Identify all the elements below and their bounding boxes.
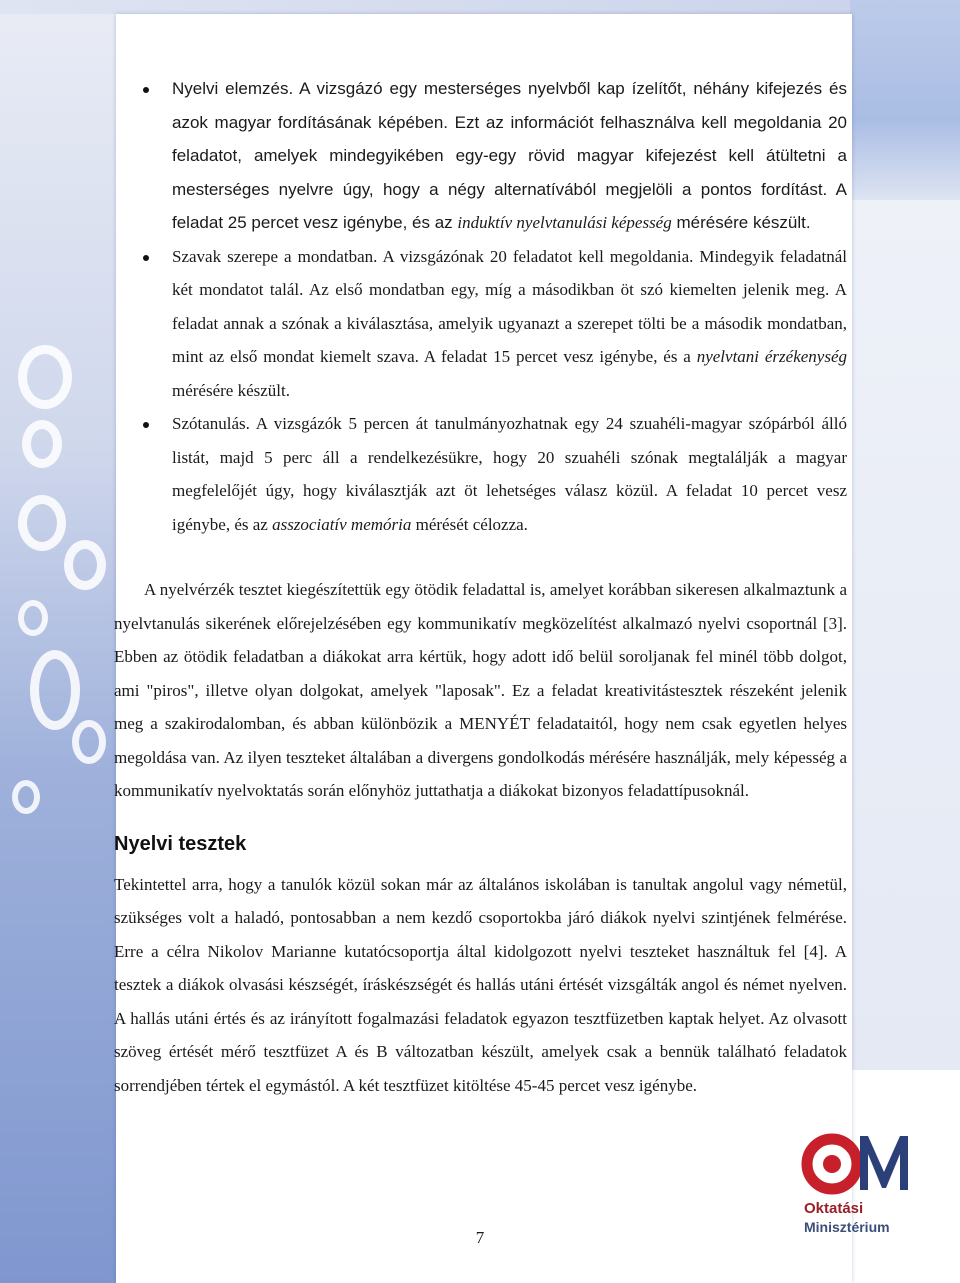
logo-line-1: Oktatási (804, 1200, 864, 1217)
item-text: A vizsgázó egy mesterséges nyelvből kap ízelítőt, néhány kifejezés és azok magyar fordításának képében. Ezt az információt felhasználva kell megoldania 20 feladatot, amelyek mindegyikében egy-egy rövid magyar kifejezést kell átültetni a mesterséges nyelvre úgy, hogy a négy alternatívából megjelöli a pontos fordítást. A feladat 25 percet vesz igénybe, és az (172, 79, 847, 232)
decorative-ring (72, 720, 106, 764)
item-text: A vizsgázók 5 percen át tanulmányozhatnak egy 24 szuahéli-magyar szópárból álló listát, majd 5 perc áll a rendelkezésükre, hogy 20 szuahéli szónak megtalálják a magyar megfelelőjét úgy, hogy kiválasztják azt öt lehetséges válasz közül. A feladat 10 percet vesz igénybe, és az (172, 414, 847, 534)
background-right-band-top (850, 0, 960, 200)
page-content (114, 72, 847, 1102)
item-emphasis: asszociatív memória (272, 514, 412, 534)
decorative-ring (18, 345, 72, 409)
background-left-band (0, 0, 118, 1283)
list-item (114, 407, 847, 541)
bullet-icon (143, 255, 149, 261)
decorative-ring (64, 540, 106, 590)
section-heading: Nyelvi tesztek (114, 832, 247, 855)
decorative-ring (18, 600, 48, 636)
decorative-ring (22, 420, 62, 468)
item-lead: Szavak szerepe a mondatban. (172, 246, 378, 266)
background-right-band-middle (850, 200, 960, 1070)
bullet-icon (143, 87, 149, 93)
page-number: 7 (475, 1228, 485, 1247)
body-paragraph: Tekintettel arra, hogy a tanulók közül sokan már az általános iskolában is tanultak angolul vagy németül, szükséges volt a haladó, pontosabban a nem kezdő csoportokba járó diákok nyelvi szintjének felmérése. Erre a célra Nikolov Marianne kutatócsoportja által kidolgozott nyelvi teszteket használtuk fel [4]. A tesztek a diákok olvasási készségét, íráskészségét és hallás utáni értését vizsgálták angol és német nyelven. A hallás utáni értés és az irányított fogalmazási feladatok egyazon tesztfüzetben kaptak helyet. Az olvasott szöveg értését mérő tesztfüzet A és B változatban készült, amelyek csak a bennük található feladatok sorrendjében tértek el egymástól. A két tesztfüzet kitöltése 45-45 percet vesz igénybe. (114, 874, 847, 1095)
test-task-list (114, 72, 847, 541)
logo-line-2: Minisztérium (804, 1219, 890, 1235)
bullet-icon (143, 422, 149, 428)
body-paragraph: A nyelvérzék tesztet kiegészítettük egy ötödik feladattal is, amelyet korábban sikeresen alkalmaztunk a nyelvtanulás sikerének előrejelzésében egy kommunikatív megközelítést alkalmazó nyelvi csoportnál [3]. Ebben az ötödik feladatban a diákokat arra kértük, hogy adott idő belül soroljanak fel minél több dolgot, ami "piros", illetve olyan dolgokat, amelyek "laposak". Ez a feladat kreativitástesztek részeként jelenik meg a szakirodalomban, és abban különbözik a MENYÉT feladataitól, hogy nem csak egyetlen helyes megoldása van. Az ilyen teszteket általában a divergens gondolkodás mérésére használják, mely képesség a kommunikatív nyelvoktatás során előnyhöz juttathatja a diákokat bizonyos feladattípusoknál. (114, 580, 847, 800)
item-lead: Szótanulás. (172, 414, 250, 433)
decorative-ring (12, 780, 40, 814)
item-tail: mérésére készült. (671, 213, 811, 232)
item-lead: Nyelvi elemzés. (172, 79, 294, 98)
list-item (114, 240, 847, 408)
decorative-ring (30, 650, 80, 730)
item-tail: mérését célozza. (411, 514, 528, 534)
ministry-logo-text (804, 1200, 924, 1236)
background-top-band (0, 0, 960, 14)
item-tail: mérésére készült. (172, 380, 290, 400)
decorative-ring (18, 495, 66, 551)
item-emphasis: induktív nyelvtanulási képesség (457, 213, 672, 232)
list-item (114, 72, 847, 240)
item-text: A vizsgázónak 20 feladatot kell megoldania. Mindegyik feladatnál két mondatot talál. Az első mondatban egy, míg a másodikban öt szó kiemelten jelenik meg. A feladat annak a szónak a kiválasztása, amelyik ugyanazt a szerepet tölti be a második mondatban, mint az első mondat kiemelt szava. A feladat 15 percet vesz igénybe, és a (172, 246, 847, 366)
item-emphasis: nyelvtani érzékenység (696, 347, 847, 366)
